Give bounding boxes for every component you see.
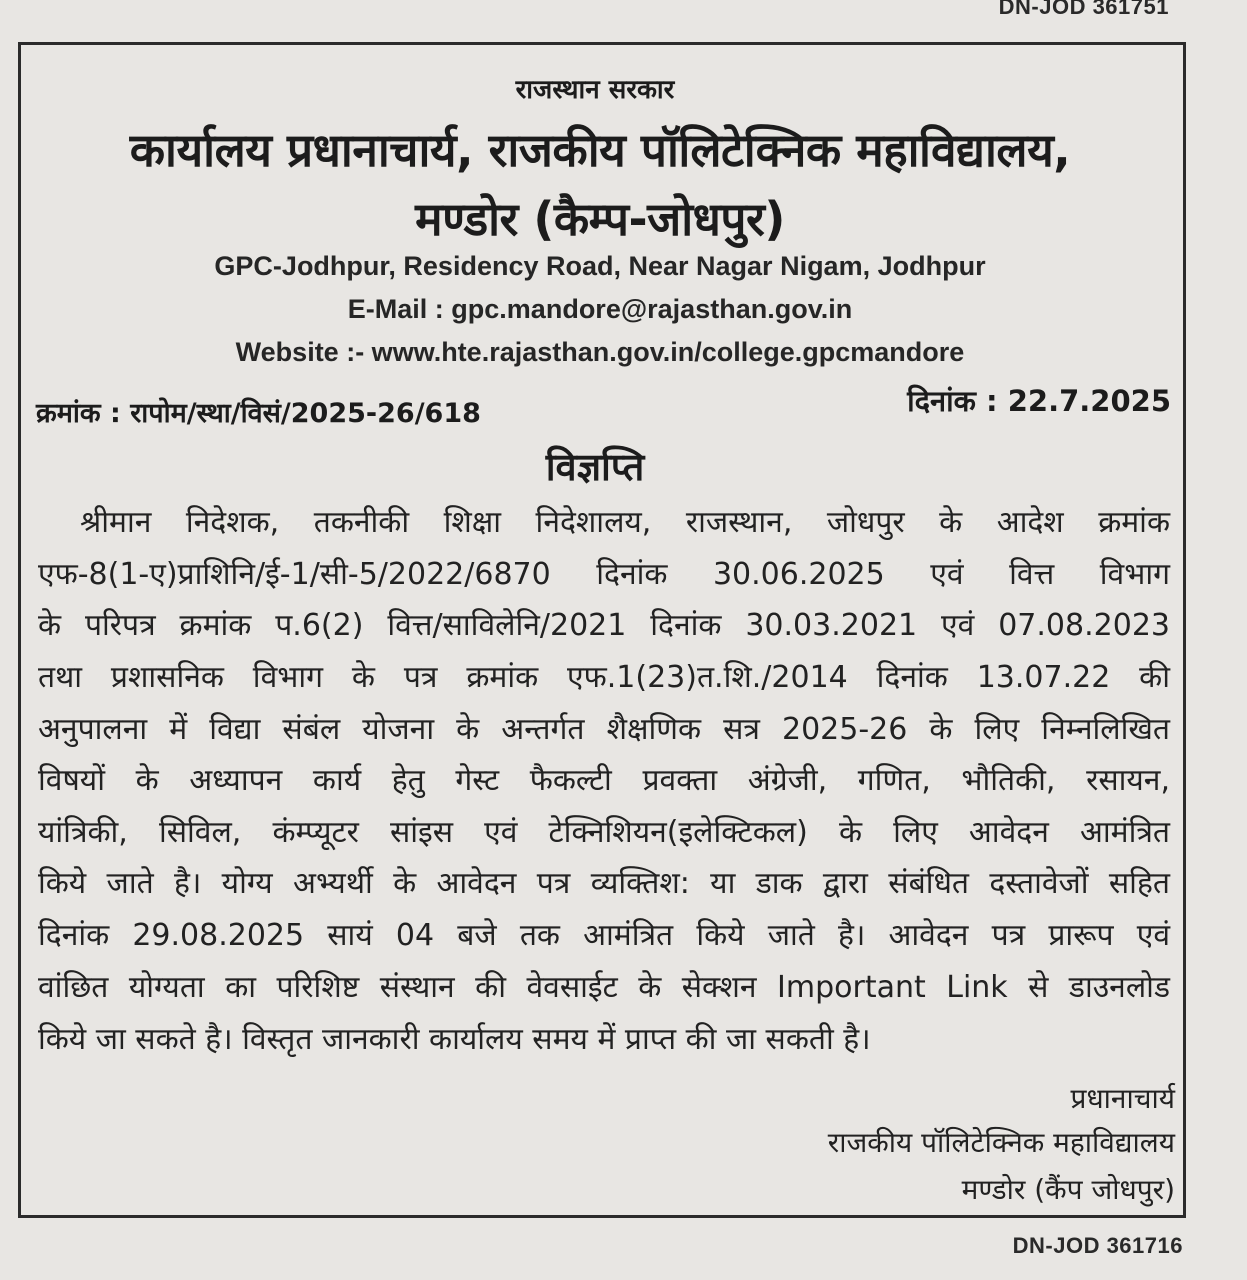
government-title: राजस्थान सरकार bbox=[515, 75, 675, 105]
office-website: Website :- www.hte.rajasthan.gov.in/college.gpcmandore bbox=[235, 337, 965, 367]
reference-number: क्रमांक : रापोम/स्था/विसं/2025-26/618 bbox=[36, 398, 481, 429]
body-line: दिनांक 29.08.2025 सायं 04 बजे तक आमंत्रित किये जाते है। आवेदन पत्र प्रारूप एवं bbox=[38, 918, 1170, 953]
body-line: यांत्रिकी, सिविल, कंम्प्यूटर सांइस एवं टेक्निशियन(इलेक्टिकल) के लिए आवेदन आमंत्रित bbox=[38, 815, 1170, 850]
body-line: अनुपालना में विद्या संबंल योजना के अन्तर्गत शैक्षणिक सत्र 2025-26 के लिए निम्नलिखित bbox=[38, 712, 1170, 747]
body-line: एफ-8(1-ए)प्राशिनि/ई-1/सी-5/2022/6870 दिनांक 30.06.2025 एवं वित्त विभाग bbox=[38, 557, 1170, 592]
signature-institution: राजकीय पॉलिटेक्निक महाविद्यालय bbox=[827, 1126, 1175, 1159]
office-name-line-2: मण्डोर (कैम्प-जोधपुर) bbox=[415, 192, 785, 246]
office-address: GPC-Jodhpur, Residency Road, Near Nagar Nigam, Jodhpur bbox=[214, 251, 986, 281]
body-line: किये जा सकते है। विस्तृत जानकारी कार्यालय समय में प्राप्त की जा सकती है। bbox=[38, 1022, 871, 1057]
body-line: श्रीमान निदेशक, तकनीकी शिक्षा निदेशालय, राजस्थान, जोधपुर के आदेश क्रमांक bbox=[80, 505, 1170, 540]
body-line: किये जाते है। योग्य अभ्यर्थी के आवेदन पत्र व्यक्तिश: या डाक द्वारा संबंधित दस्तावेजों सहित bbox=[38, 866, 1170, 901]
reference-code-top: DN-JOD 361751 bbox=[998, 0, 1169, 19]
body-line: के परिपत्र क्रमांक प.6(2) वित्त/साविलेनि/2021 दिनांक 30.03.2021 एवं 07.08.2023 bbox=[38, 608, 1170, 643]
reference-code-bottom: DN-JOD 361716 bbox=[1012, 1233, 1183, 1258]
body-line: तथा प्रशासनिक विभाग के पत्र क्रमांक एफ.1(23)त.शि./2014 दिनांक 13.07.22 की bbox=[38, 660, 1170, 695]
signature-designation: प्रधानाचार्य bbox=[1070, 1082, 1175, 1115]
body-line: वांछित योग्यता का परिशिष्ट संस्थान की वेवसाईट के सेक्शन Important Link से डाउनलोड bbox=[38, 970, 1170, 1005]
notice-date: दिनांक : 22.7.2025 bbox=[907, 384, 1171, 418]
office-name-line-1: कार्यालय प्रधानाचार्य, राजकीय पॉलिटेक्निक महाविद्यालय, bbox=[129, 123, 1071, 177]
notice-title: विज्ञप्ति bbox=[545, 445, 645, 489]
office-email: E-Mail : gpc.mandore@rajasthan.gov.in bbox=[347, 294, 853, 324]
body-line: विषयों के अध्यापन कार्य हेतु गेस्ट फैकल्टी प्रवक्ता अंग्रेजी, गणित, भौतिकी, रसायन, bbox=[38, 763, 1170, 798]
signature-place: मण्डोर (कैंप जोधपुर) bbox=[961, 1173, 1175, 1206]
